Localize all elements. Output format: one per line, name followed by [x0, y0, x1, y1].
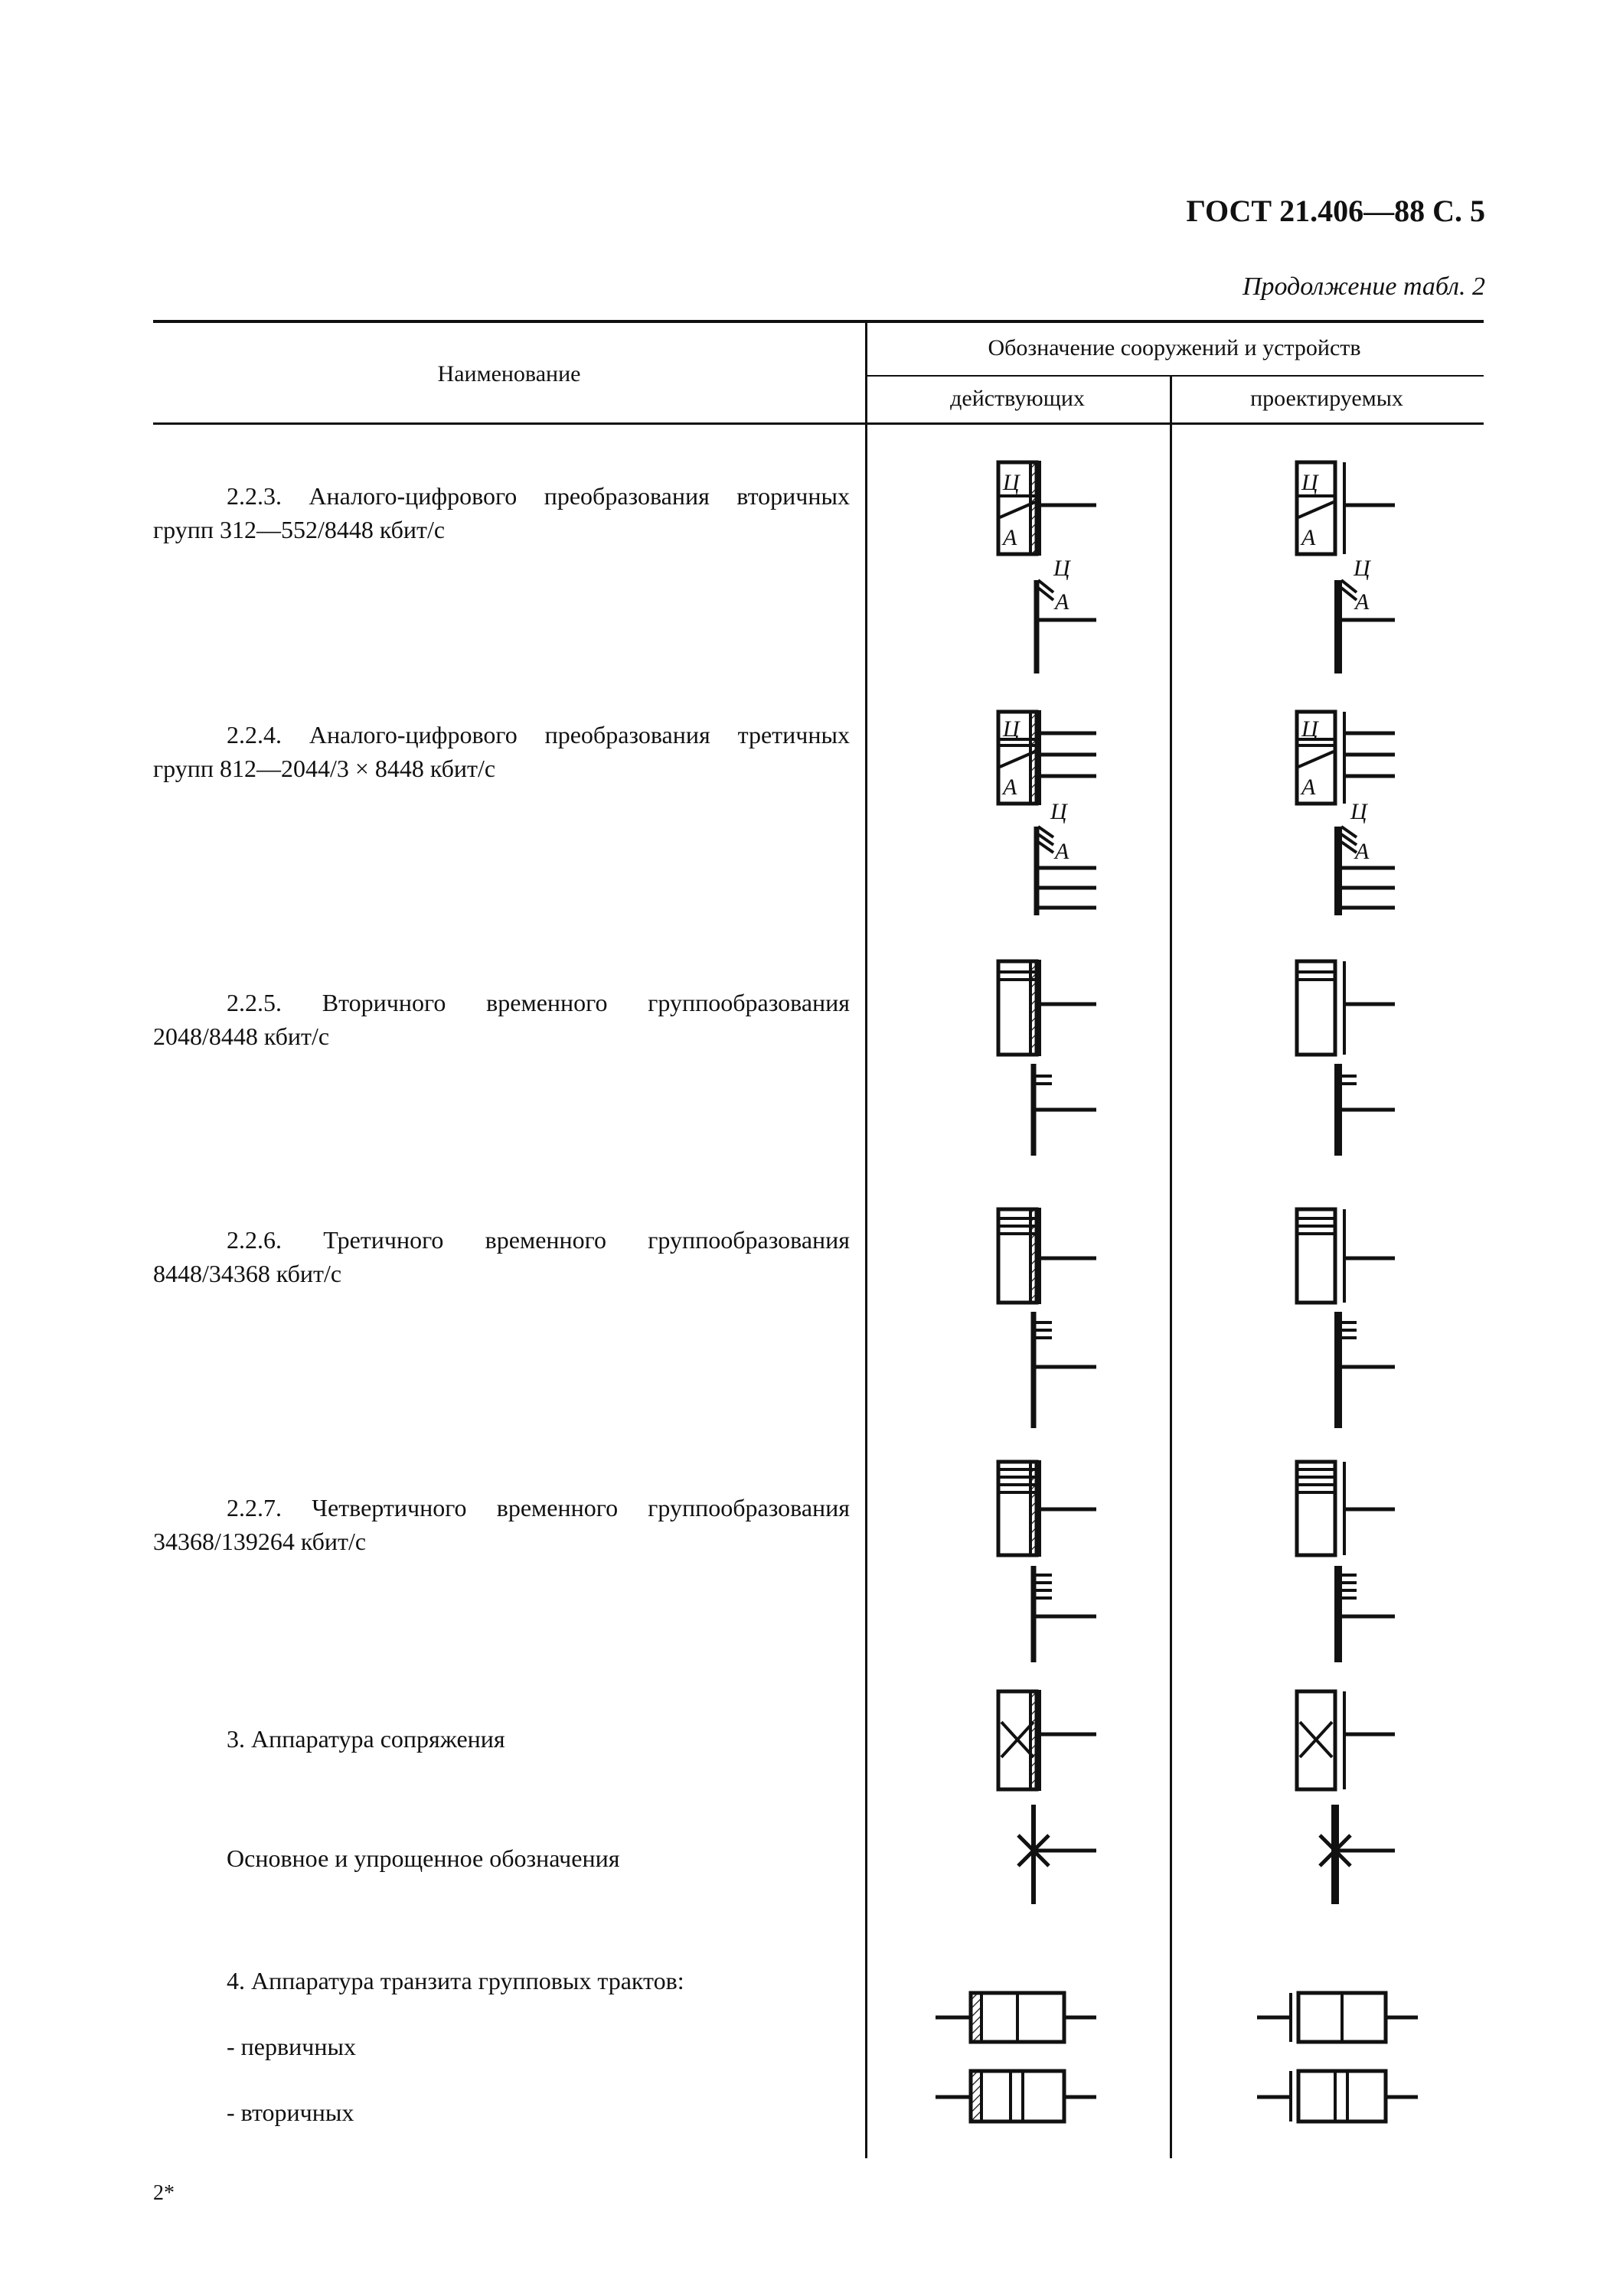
- header-existing: действующих: [950, 386, 1085, 411]
- analog-letter: А: [1355, 839, 1370, 864]
- document-reference: ГОСТ 21.406—88 С. 5: [1186, 194, 1485, 228]
- digital-letter: Ц: [1003, 470, 1020, 495]
- row-name-continuation: 8448/34368 кбит/с: [153, 1260, 342, 1287]
- symbol-2-2-7-designed: [1297, 1462, 1395, 1662]
- table-row-3: 3. Аппаратура сопряжения: [227, 1725, 505, 1753]
- digital-letter: Ц: [1053, 556, 1070, 581]
- header-name: Наименование: [437, 361, 581, 386]
- symbol-4-primary-existing: [936, 1993, 1096, 2042]
- analog-letter: А: [1301, 775, 1316, 800]
- symbol-2-2-5-designed: [1297, 961, 1395, 1156]
- row-name-line: 2.2.7. Четвертичного временного группообразования: [227, 1494, 850, 1521]
- row-name-line: 2.2.6. Третичного временного группообразования: [227, 1226, 850, 1254]
- symbol-3-simplified-existing: [1018, 1805, 1096, 1904]
- analog-letter: А: [1003, 775, 1017, 800]
- analog-letter: А: [1055, 839, 1069, 864]
- symbol-2-2-4-existing: [998, 712, 1096, 915]
- digital-letter: Ц: [1003, 716, 1020, 742]
- row-name-line: 2.2.4. Аналого-цифрового преобразования третичных: [227, 721, 850, 748]
- symbol-2-2-5-existing: [998, 961, 1096, 1156]
- analog-letter: А: [1055, 589, 1069, 615]
- row-name-continuation: групп 812—2044/3 × 8448 кбит/с: [153, 755, 496, 782]
- table-row-4-item-secondary: - вторичных: [227, 2099, 354, 2126]
- digital-letter: Ц: [1050, 799, 1067, 824]
- analog-letter: А: [1355, 589, 1370, 615]
- digital-letter: Ц: [1350, 799, 1367, 824]
- row-name-line: 2.2.5. Вторичного временного группообразования: [227, 989, 850, 1016]
- digital-letter: Ц: [1301, 716, 1318, 742]
- header-designed: проектируемых: [1250, 386, 1403, 411]
- table-row-4-item-primary: - первичных: [227, 2033, 356, 2060]
- digital-letter: Ц: [1354, 556, 1370, 581]
- page-mark: 2*: [153, 2181, 175, 2205]
- table-continuation-label: Продолжение табл. 2: [1242, 272, 1485, 301]
- symbol-2-2-6-designed: [1297, 1209, 1395, 1428]
- symbol-4-primary-designed: [1257, 1993, 1418, 2042]
- row-name-continuation: 34368/139264 кбит/с: [153, 1528, 367, 1555]
- analog-letter: А: [1003, 525, 1017, 550]
- row-name-continuation: групп 312—552/8448 кбит/с: [153, 516, 446, 543]
- analog-letter: А: [1301, 525, 1316, 550]
- row-name-continuation: 2048/8448 кбит/с: [153, 1022, 330, 1050]
- symbol-4-secondary-designed: [1257, 2071, 1418, 2122]
- header-designation: Обозначение сооружений и устройств: [988, 335, 1361, 360]
- symbol-3-simplified-designed: [1320, 1805, 1395, 1904]
- symbol-3-designed: [1297, 1691, 1395, 1789]
- symbol-3-existing: [998, 1691, 1096, 1789]
- symbol-4-secondary-existing: [936, 2071, 1096, 2122]
- table-row-3-note: Основное и упрощенное обозначения: [227, 1844, 620, 1872]
- symbol-2-2-6-existing: [998, 1209, 1096, 1428]
- symbol-2-2-7-existing: [998, 1462, 1096, 1662]
- digital-letter: Ц: [1301, 470, 1318, 495]
- symbol-2-2-4-designed: [1297, 712, 1395, 915]
- table-row-4: 4. Аппаратура транзита групповых трактов:: [227, 1967, 684, 1994]
- row-name-line: 2.2.3. Аналого-цифрового преобразования вторичных: [227, 482, 850, 510]
